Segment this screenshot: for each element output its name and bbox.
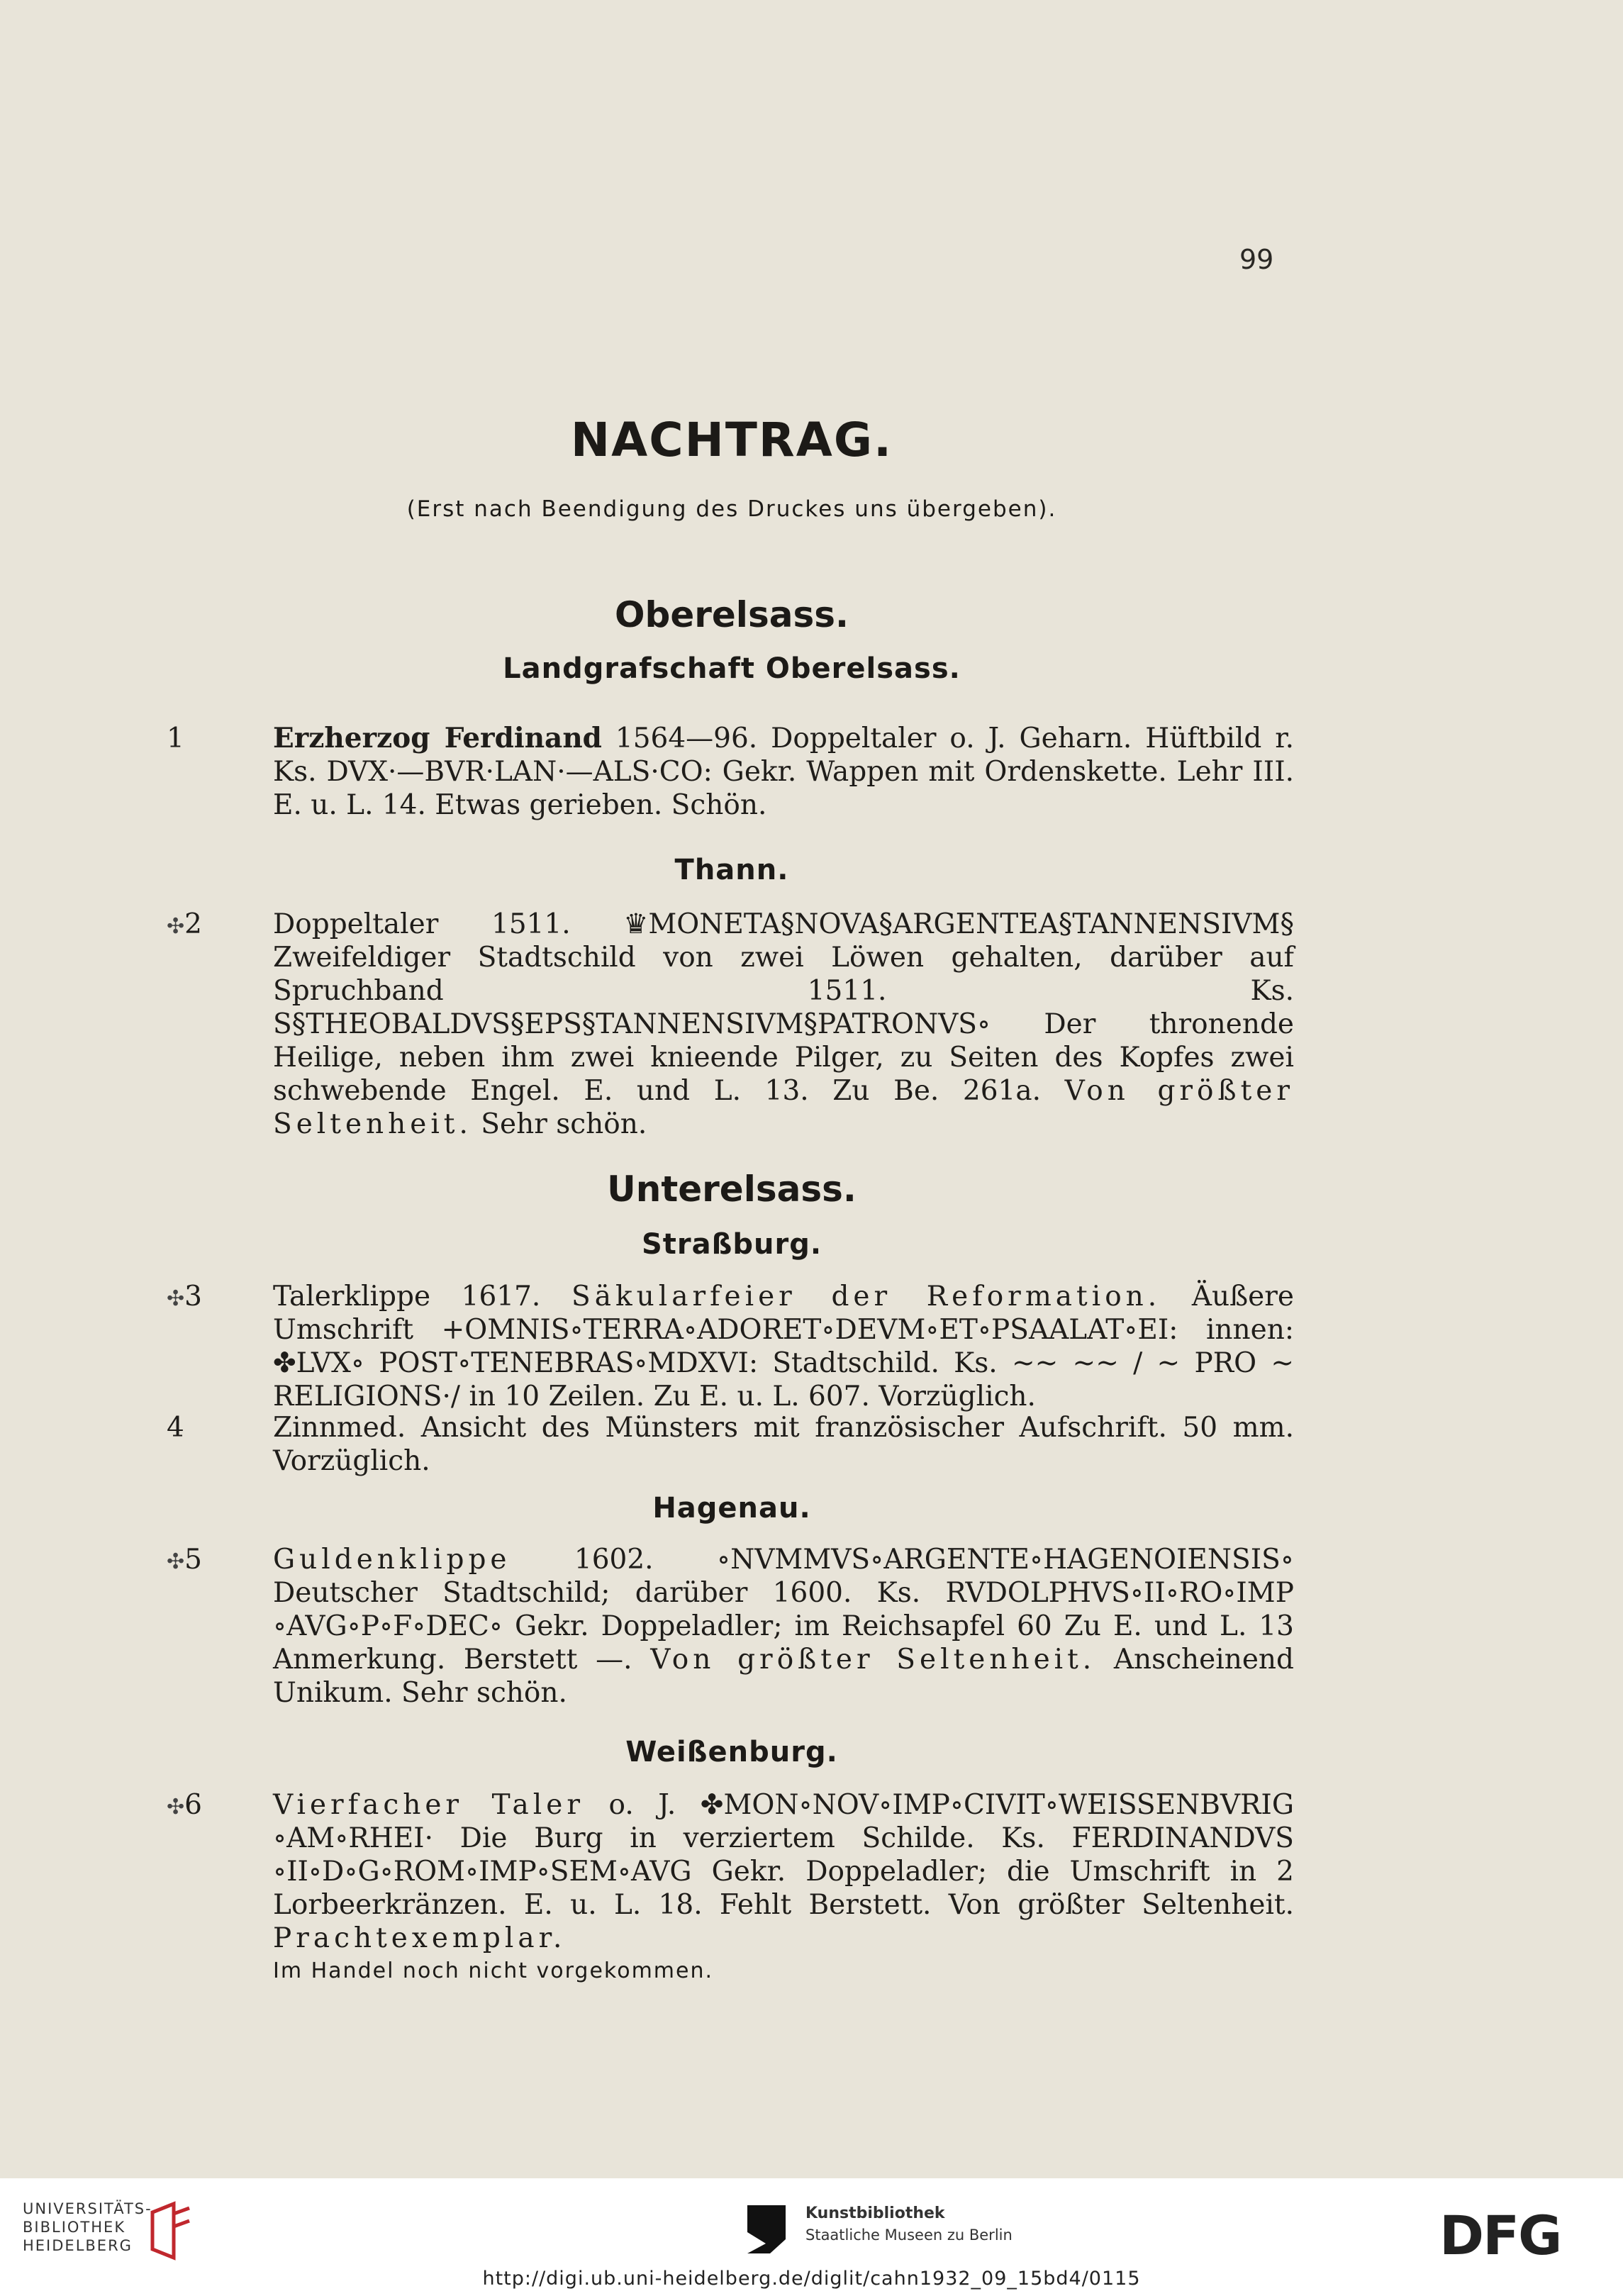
- footnote: Im Handel noch nicht vorgekommen.: [273, 1958, 714, 1983]
- entry-spaced: Guldenklippe: [273, 1544, 511, 1576]
- entry-number: ✣5: [167, 1544, 202, 1576]
- uni-heidelberg-logo-icon: [145, 2198, 195, 2263]
- heading-thann: Thann.: [674, 854, 789, 886]
- entry-text: 1602. ∘NVMMVS∘ARGENTE∘HAGENOIENSIS∘ Deutscher Stadtschild; darüber 1600. Ks. RVDOLPHVS∘II∘RO∘IMP ∘AVG∘P∘F∘DEC∘ Gekr. Doppeladler; im Reichsapfel 60 Zu E. und L. 13 Anmerkung. Berstett —.: [273, 1544, 1294, 1676]
- entry-rarity: Von größter Seltenheit.: [273, 1075, 1294, 1140]
- heading-landgrafschaft: Landgrafschaft Oberelsass.: [503, 652, 961, 685]
- entry-text-2: Äußere Umschrift +OMNIS∘TERRA∘ADORET∘DEVM∘ET∘PSAALAT∘EI: innen: ✤LVX∘ POST∘TENEBRAS∘MDXVI: Stadtschild. Ks. ~~ ~~ / ~ PRO ~ RELIGIONS·/ in 10 Zeilen. Zu E. u. L. 607. Vorzüglich.: [273, 1281, 1294, 1412]
- entry-2: [167, 908, 1294, 1141]
- entry-number: ✣3: [167, 1281, 202, 1313]
- permalink-url[interactable]: http://digi.ub.uni-heidelberg.de/diglit/cahn1932_09_15bd4/0115: [482, 2268, 1141, 2290]
- heading-weissenburg: Weißenburg.: [625, 1736, 838, 1768]
- heading-oberelsass: Oberelsass.: [615, 594, 849, 635]
- entry-text: 1564—96. Doppeltaler o. J. Geharn. Hüftbild r. Ks. DVX·—BVR·LAN·—ALS·CO: Gekr. Wappen mit Ordenskette. Lehr III. E. u. L. 14. Etwas gerieben. Schön.: [273, 723, 1294, 821]
- entry-5: [167, 1543, 1294, 1710]
- entry-ruler: Erzherzog Ferdinand: [273, 722, 602, 754]
- page-number: 99: [1239, 244, 1274, 275]
- entry-number: ✣2: [167, 908, 202, 940]
- page-subtitle: (Erst nach Beendigung des Druckes uns übergeben).: [406, 496, 1057, 522]
- kunstbibliothek-logo-icon: [742, 2201, 791, 2256]
- entry-1: [167, 722, 1294, 822]
- heading-strassburg: Straßburg.: [641, 1228, 822, 1261]
- rarity-star-icon: ✣: [167, 1549, 185, 1574]
- entry-text: Doppeltaler 1511. ♛MONETA§NOVA§ARGENTEA§TANNENSIVM§ Zweifeldiger Stadtschild von zwei Löwen gehalten, darüber auf Spruchband 1511. Ks. S§THEOBALDVS§EPS§TANNENSIVM§PATRONVS∘ Der thronende Heilige, neben ihm zwei knieende Pilger, zu Seiten des Kopfes zwei schwebende Engel. E. und L. 13. Zu Be. 261a.: [273, 908, 1294, 1107]
- kunstbibliothek-label: Kunstbibliothek Staatliche Museen zu Berlin: [805, 2205, 1013, 2244]
- entry-4: [167, 1411, 1294, 1478]
- entry-text: Talerklippe 1617.: [273, 1281, 571, 1313]
- viewer-footer: [0, 2178, 1623, 2296]
- dfg-logo: DFG: [1439, 2204, 1561, 2267]
- entry-text: Zinnmed. Ansicht des Münsters mit französischer Aufschrift. 50 mm. Vorzüglich.: [273, 1412, 1294, 1477]
- page-title: NACHTRAG.: [570, 413, 893, 467]
- entry-3: [167, 1280, 1294, 1413]
- entry-number: 4: [167, 1412, 184, 1444]
- entry-grade: Anscheinend Unikum. Sehr schön.: [273, 1644, 1294, 1709]
- rarity-star-icon: ✣: [167, 1286, 185, 1311]
- entry-rarity: Von größter Seltenheit.: [650, 1644, 1096, 1676]
- rarity-star-icon: ✣: [167, 1795, 185, 1819]
- entry-number: 1: [167, 723, 184, 754]
- rarity-star-icon: ✣: [167, 914, 185, 939]
- entry-grade: Prachtexemplar.: [273, 1922, 567, 1954]
- heading-hagenau: Hagenau.: [652, 1492, 811, 1525]
- heading-unterelsass: Unterelsass.: [607, 1169, 857, 1210]
- entry-spaced: Säkularfeier der Reformation.: [571, 1281, 1161, 1313]
- entry-text: o. J. ✤MON∘NOV∘IMP∘CIVIT∘WEISSENBVRIG ∘AM∘RHEI· Die Burg in verziertem Schilde. Ks. FERDINANDVS ∘II∘D∘G∘ROM∘IMP∘SEM∘AVG Gekr. Doppeladler; die Umschrift in 2 Lorbeerkränzen. E. u. L. 18. Fehlt Berstett. Von größter Seltenheit.: [273, 1789, 1294, 1921]
- entry-spaced: Vierfacher Taler: [273, 1789, 584, 1821]
- entry-6: [167, 1788, 1294, 1955]
- entry-number: ✣6: [167, 1789, 202, 1821]
- entry-grade: Sehr schön.: [472, 1108, 647, 1140]
- uni-library-name: UNIVERSITÄTS- BIBLIOTHEK HEIDELBERG: [23, 2200, 152, 2254]
